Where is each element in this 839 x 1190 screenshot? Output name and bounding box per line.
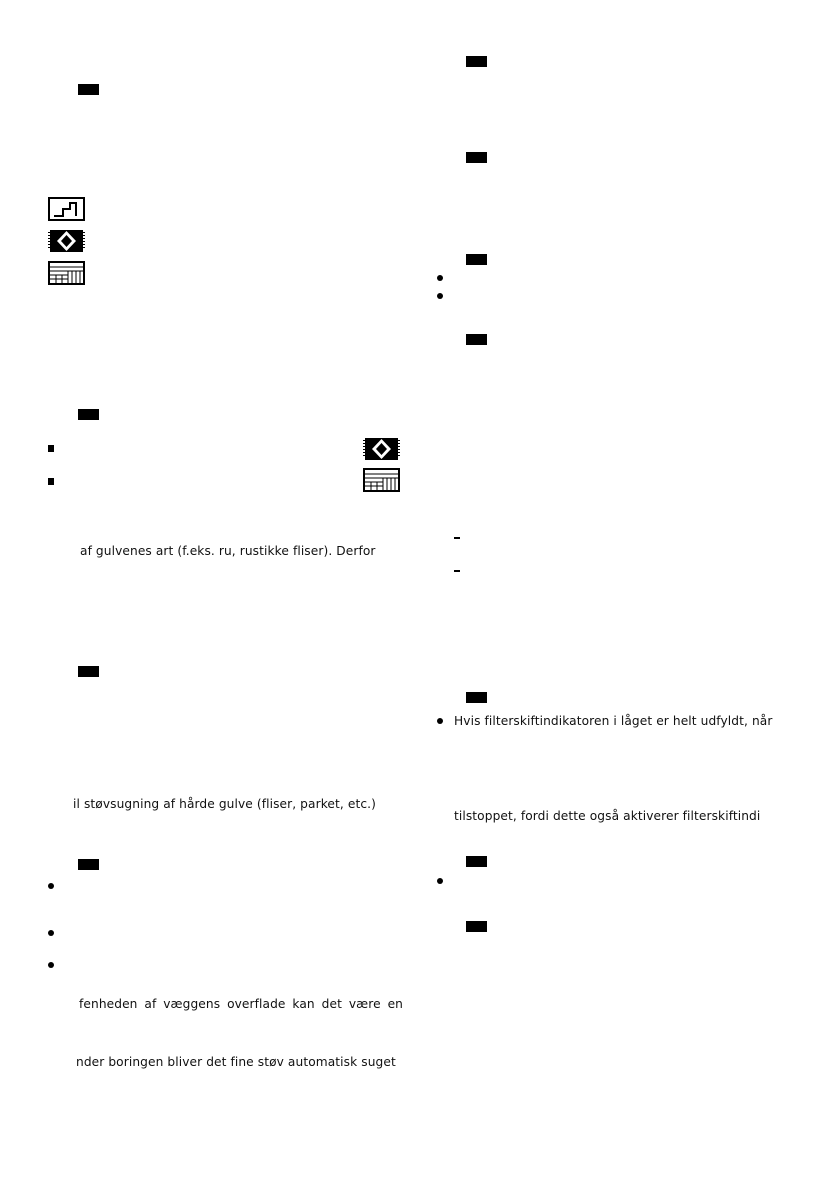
round-bullet <box>437 718 443 724</box>
step-floor-icon <box>48 197 85 221</box>
section-marker <box>466 254 487 265</box>
body-text-hard-floors: il støvsugning af hårde gulve (fliser, parket, etc.) <box>73 797 376 811</box>
section-marker <box>78 859 99 870</box>
round-bullet <box>437 293 443 299</box>
section-marker <box>78 409 99 420</box>
round-bullet <box>48 883 54 889</box>
body-text-wall-surface: fenheden af væggens overflade kan det være en <box>79 997 403 1011</box>
section-marker <box>466 921 487 932</box>
dash-bullet <box>454 537 460 539</box>
section-marker <box>78 666 99 677</box>
section-marker <box>466 56 487 67</box>
round-bullet <box>48 962 54 968</box>
section-marker <box>78 84 99 95</box>
round-bullet <box>48 930 54 936</box>
section-marker <box>466 692 487 703</box>
dash-bullet <box>454 570 460 572</box>
body-text-drilling: nder boringen bliver det fine støv automatisk suget <box>76 1055 396 1069</box>
square-bullet <box>48 445 54 452</box>
round-bullet <box>437 878 443 884</box>
hard-floor-icon <box>48 261 85 285</box>
body-text-filter-indicator: Hvis filterskiftindikatoren i låget er helt udfyldt, når <box>454 714 773 728</box>
carpet-icon <box>48 229 85 253</box>
square-bullet <box>48 478 54 485</box>
round-bullet <box>437 275 443 281</box>
section-marker <box>466 334 487 345</box>
section-marker <box>466 152 487 163</box>
hard-floor-icon <box>363 468 400 492</box>
section-marker <box>466 856 487 867</box>
body-text-filter-clogged: tilstoppet, fordi dette også aktiverer filterskiftindi <box>454 809 761 823</box>
carpet-icon <box>363 437 400 461</box>
body-text-floor-type: af gulvenes art (f.eks. ru, rustikke fliser). Derfor <box>80 544 376 558</box>
